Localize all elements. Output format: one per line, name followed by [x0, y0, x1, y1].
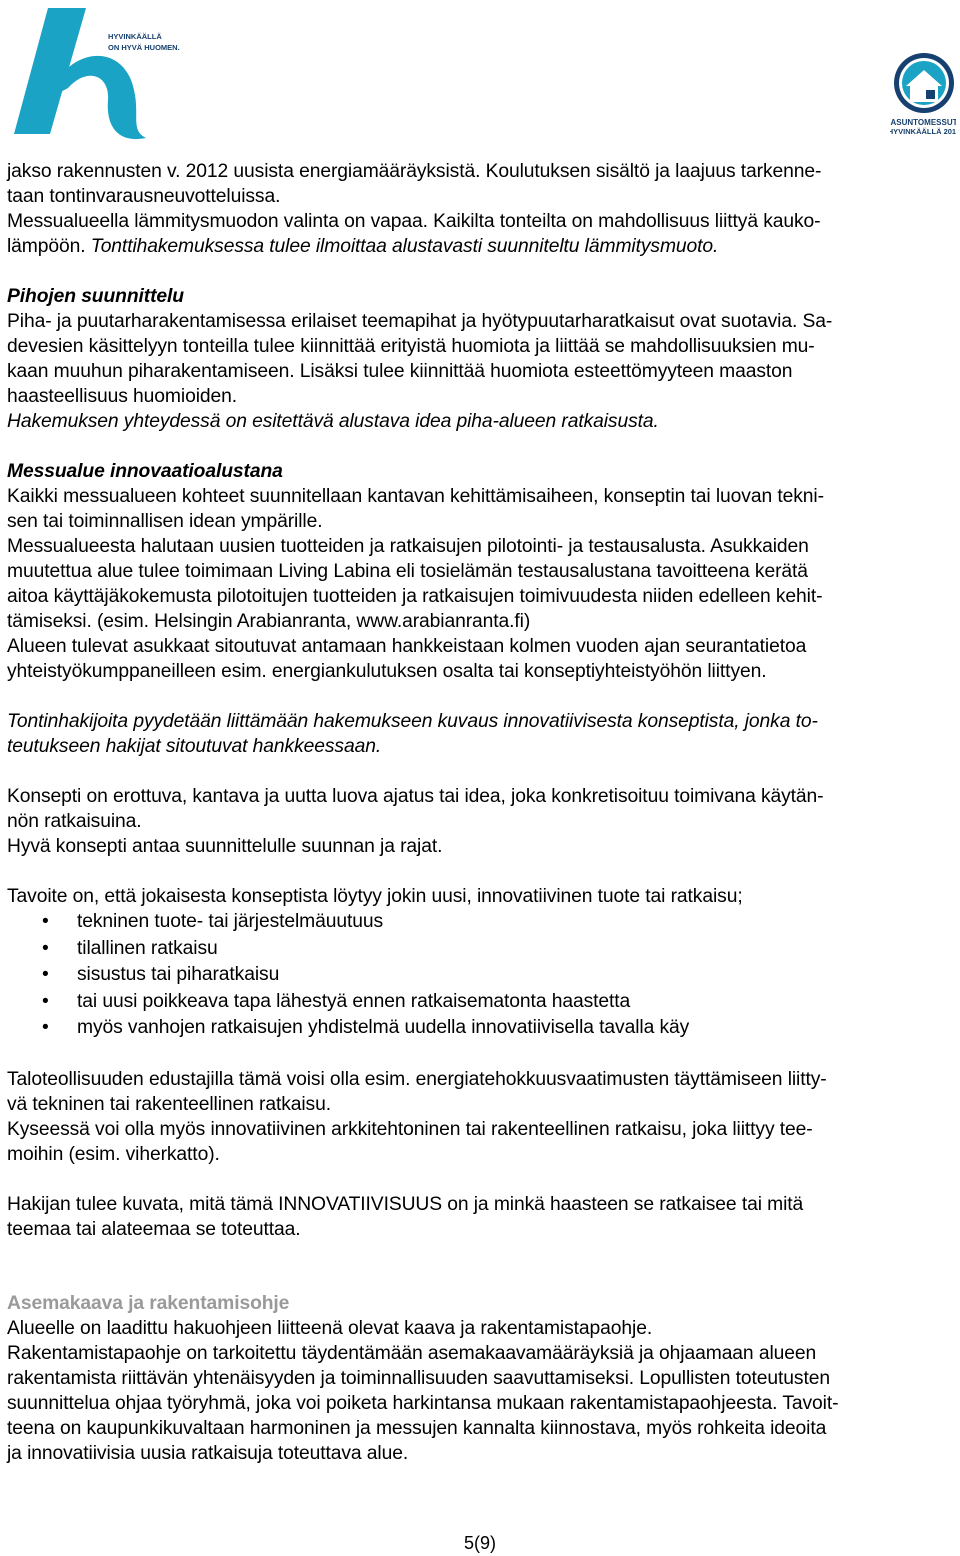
list-item-text: sisustus tai piharatkaisu	[77, 964, 280, 985]
page-number: 5(9)	[463, 1533, 496, 1553]
text-line: sen tai toiminnallisen idean ympärille.	[7, 511, 323, 532]
spacer	[7, 1242, 953, 1291]
text-line: Kaikki messualueen kohteet suunnitellaan kantavan kehittämisaiheen, konseptin tai luovan tekni-	[7, 486, 824, 507]
text-line: Messualueesta halutaan uusien tuotteiden ja ratkaisujen pilotointi- ja testausalusta. Asukkaiden	[7, 536, 809, 557]
section-heading-innovaatio: Messualue innovaatioalustana	[7, 461, 283, 482]
text-line: Alueen tulevat asukkaat sitoutuvat antamaan hankkeistaan kolmen vuoden ajan seurantatietoa	[7, 636, 807, 657]
bullet-glyph: •	[42, 1017, 49, 1038]
text-line: Alueelle on laadittu hakuohjeen liitteenä olevat kaava ja rakentamistapaohje.	[7, 1317, 653, 1339]
bullet-glyph: •	[42, 911, 49, 932]
spacer	[7, 684, 953, 709]
text-line: suunnittelua ohjaa työryhmä, joka voi poiketa harkintansa mukaan rakentamistapaohjeesta. Tavoit-	[7, 1392, 839, 1414]
italic-note: Tontinhakijoita pyydetään liittämään hakemukseen kuvaus innovatiivisesta konseptista, jonka to-	[7, 711, 818, 732]
spacer	[7, 434, 953, 459]
text-line: yhteistyökumppaneilleen esim. energiankulutuksen osalta tai konseptiyhteistyöhön liittyen.	[7, 661, 767, 682]
section-heading-piha: Pihojen suunnittelu	[7, 286, 184, 307]
spacer	[7, 259, 953, 284]
logo-text-line1: HYVINKÄÄLLÄ	[108, 32, 162, 41]
text-line: teena on kaupunkikuvaltaan harmoninen ja messujen kannalta kiinnostava, myös rohkeita ideoita	[7, 1417, 827, 1439]
italic-note: teutukseen hakijat sitoutuvat hankkeessaan.	[7, 736, 382, 757]
text-line: nön ratkaisuina.	[7, 811, 142, 832]
text-line: Piha- ja puutarharakentamisessa erilaiset teemapihat ja hyötypuutarharatkaisut ovat suotavia. Sa-	[7, 311, 833, 332]
bullet-glyph: •	[42, 937, 49, 959]
text-line: tämiseksi. (esim. Helsingin Arabianranta, www.arabianranta.fi)	[7, 611, 531, 632]
list-item-text: tekninen tuote- tai järjestelmäuutuus	[77, 911, 384, 932]
spacer	[7, 759, 953, 784]
text-line: Kyseessä voi olla myös innovatiivinen arkkitehtoninen tai rakenteellinen ratkaisu, joka liittyy tee-	[7, 1118, 813, 1140]
logo-right-text-line1: ASUNTOMESSUT	[890, 118, 956, 127]
text-line: Tavoite on, että jokaisesta konseptista löytyy jokin uusi, innovatiivinen tuote tai ratkaisu;	[7, 886, 743, 907]
text-line: haasteellisuus huomioiden.	[7, 386, 237, 407]
section-heading-asemakaava: Asemakaava ja rakentamisohje	[7, 1292, 290, 1314]
text-line: Hyvä konsepti antaa suunnittelulle suunnan ja rajat.	[7, 836, 443, 857]
text-line: aitoa käyttäjäkokemusta pilotoitujen tuotteiden ja ratkaisujen toimivuudesta niiden edelleen kehit-	[7, 586, 823, 607]
list-item-text: tilallinen ratkaisu	[77, 937, 218, 959]
list-item	[7, 909, 953, 936]
logo-right-text-line2: HYVINKÄÄLLÄ 2013	[890, 127, 956, 136]
asuntomessut-logo-mark	[890, 50, 956, 136]
list-item	[7, 962, 953, 989]
bullet-list	[7, 909, 953, 1042]
spacer	[7, 1167, 953, 1192]
spacer	[7, 859, 953, 884]
text-line: ja innovatiivisia uusia ratkaisuja toteuttava alue.	[7, 1442, 409, 1464]
text-line: rakentamista riittävän yhtenäisyyden ja toiminnallisuuden saavuttamiseksi. Lopullisten toteutusten	[7, 1367, 830, 1389]
bullet-glyph: •	[42, 990, 49, 1012]
text-line: muutettua alue tulee toimimaan Living Labina eli tosielämän testausalustana tavoitteena kerätä	[7, 561, 808, 582]
text-line: Rakentamistapaohje on tarkoitettu täydentämään asemakaavamääräyksiä ja ohjaamaan alueen	[7, 1342, 817, 1364]
italic-note: Hakemuksen yhteydessä on esitettävä alustava idea piha-alueen ratkaisusta.	[7, 411, 659, 432]
text-line: Taloteollisuuden edustajilla tämä voisi olla esim. energiatehokkuusvaatimusten täyttämiseen liitty-	[7, 1068, 827, 1090]
text-line: vä tekninen tai rakenteellinen ratkaisu.	[7, 1093, 331, 1115]
list-item-text: tai uusi poikkeava tapa lähestyä ennen ratkaisematonta haastetta	[77, 990, 631, 1012]
list-item	[7, 989, 953, 1016]
spacer	[7, 1042, 953, 1067]
text-line: teemaa tai alateemaa se toteuttaa.	[7, 1218, 301, 1240]
text-line: Hakijan tulee kuvata, mitä tämä INNOVATIIVISUUS on ja minkä haasteen se ratkaisee tai mitä	[7, 1193, 804, 1215]
hyvinkaa-logo	[6, 4, 190, 144]
text-line: jakso rakennusten v. 2012 uusista energiamääräyksistä. Koulutuksen sisältö ja laajuus tarkenne-	[7, 161, 822, 182]
text-line	[7, 234, 953, 259]
document-body	[7, 159, 953, 1466]
list-item	[7, 936, 953, 963]
text-line: Konsepti on erottuva, kantava ja uutta luova ajatus tai idea, joka konkretisoituu toimivana käytän-	[7, 786, 824, 807]
text-line: taan tontinvarausneuvotteluissa.	[7, 186, 281, 207]
text-span: lämpöön.	[7, 236, 91, 257]
asuntomessut-logo	[890, 50, 956, 136]
text-line: Messualueella lämmitysmuodon valinta on vapaa. Kaikilta tonteilta on mahdollisuus liittyä kauko-	[7, 211, 821, 232]
text-line: devesien käsittelyyn tonteilla tulee kiinnittää erityistä huomiota ja liittää se mahdollisuuksien mu-	[7, 336, 815, 357]
text-line: moihin (esim. viherkatto).	[7, 1143, 220, 1165]
logo-text-line2: ON HYVÄ HUOMEN.	[108, 43, 180, 52]
list-item-text: myös vanhojen ratkaisujen yhdistelmä uudella innovatiivisella tavalla käy	[77, 1017, 690, 1038]
hyvinkaa-logo-mark	[6, 4, 190, 144]
window-icon	[926, 90, 935, 99]
italic-note: Tonttihakemuksessa tulee ilmoittaa alustavasti suunniteltu lämmitysmuoto.	[90, 236, 719, 257]
text-line: kaan muuhun piharakentamiseen. Lisäksi tulee kiinnittää huomiota esteettömyyteen maaston	[7, 361, 793, 382]
bullet-glyph: •	[42, 964, 49, 985]
list-item	[7, 1015, 953, 1042]
